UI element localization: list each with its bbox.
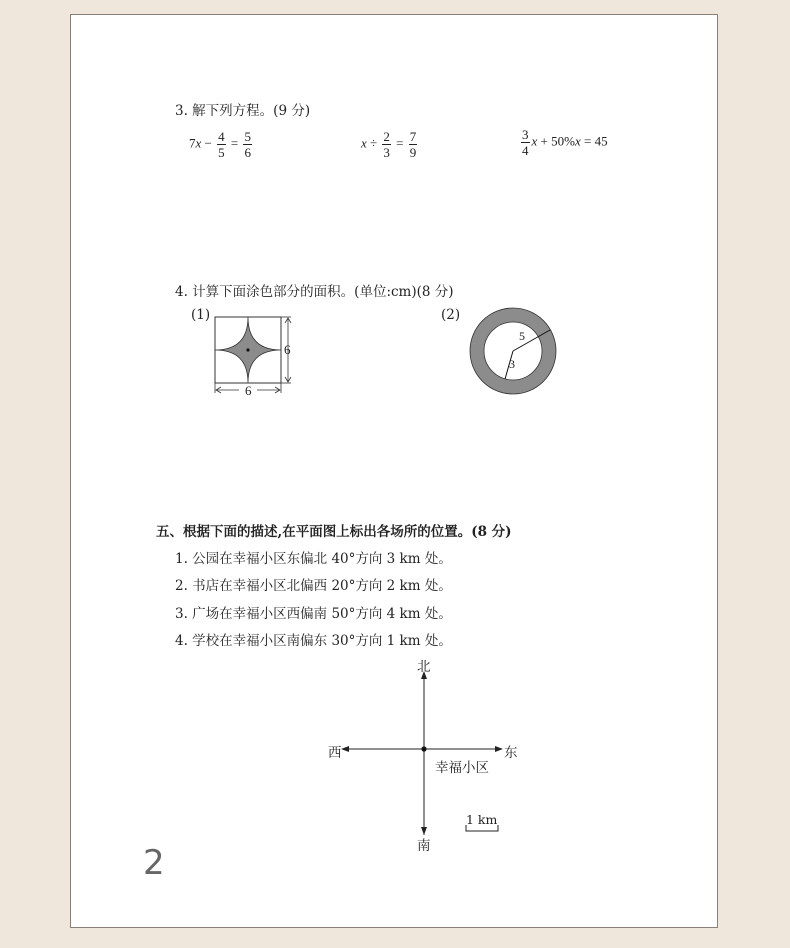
section5-item-4: 4. 学校在幸福小区南偏东 30°方向 1 km 处。	[175, 633, 452, 649]
worksheet-page	[70, 14, 718, 928]
figure-2-ring	[467, 305, 559, 397]
figure-1-bottom-label: 6	[245, 383, 252, 398]
section5-item-1: 1. 公园在幸福小区东偏北 40°方向 3 km 处。	[175, 551, 452, 567]
q4-title: 4. 计算下面涂色部分的面积。(单位:cm)(8 分)	[175, 284, 454, 300]
compass-west-label: 西	[328, 745, 342, 761]
figure-1-side-label: 6	[284, 342, 291, 357]
q3-title: 3. 解下列方程。(9 分)	[175, 103, 311, 119]
equation-3: $\frac{3}{4}$ x + 50%x = 45	[522, 127, 608, 158]
compass-east-label: 东	[504, 745, 518, 761]
section5-item-2: 2. 书店在幸福小区北偏西 20°方向 2 km 处。	[175, 578, 452, 594]
compass-south-label: 南	[417, 838, 431, 854]
page-number: 2	[143, 843, 165, 883]
section5-title: 五、根据下面的描述,在平面图上标出各场所的位置。(8 分)	[156, 524, 512, 540]
compass-north-label: 北	[417, 659, 431, 675]
figure-1-square-star	[209, 313, 309, 399]
section5-item-3: 3. 广场在幸福小区西偏南 50°方向 4 km 处。	[175, 606, 452, 622]
figure-2-label: (2)	[441, 307, 461, 323]
figure-1-label: (1)	[191, 307, 211, 323]
center-point	[421, 746, 426, 751]
center-label: 幸福小区	[435, 760, 489, 776]
equation-2: x ÷ $\frac{2}{3}$ = $\frac{7}{9}$	[361, 129, 417, 160]
scale-label: 1 km	[466, 812, 498, 827]
equation-1: 7x − $\frac{4}{5}$ = $\frac{5}{6}$	[189, 129, 251, 160]
figure-2-inner-radius-label: 3	[509, 357, 515, 371]
figure-2-outer-radius-label: 5	[519, 329, 525, 343]
